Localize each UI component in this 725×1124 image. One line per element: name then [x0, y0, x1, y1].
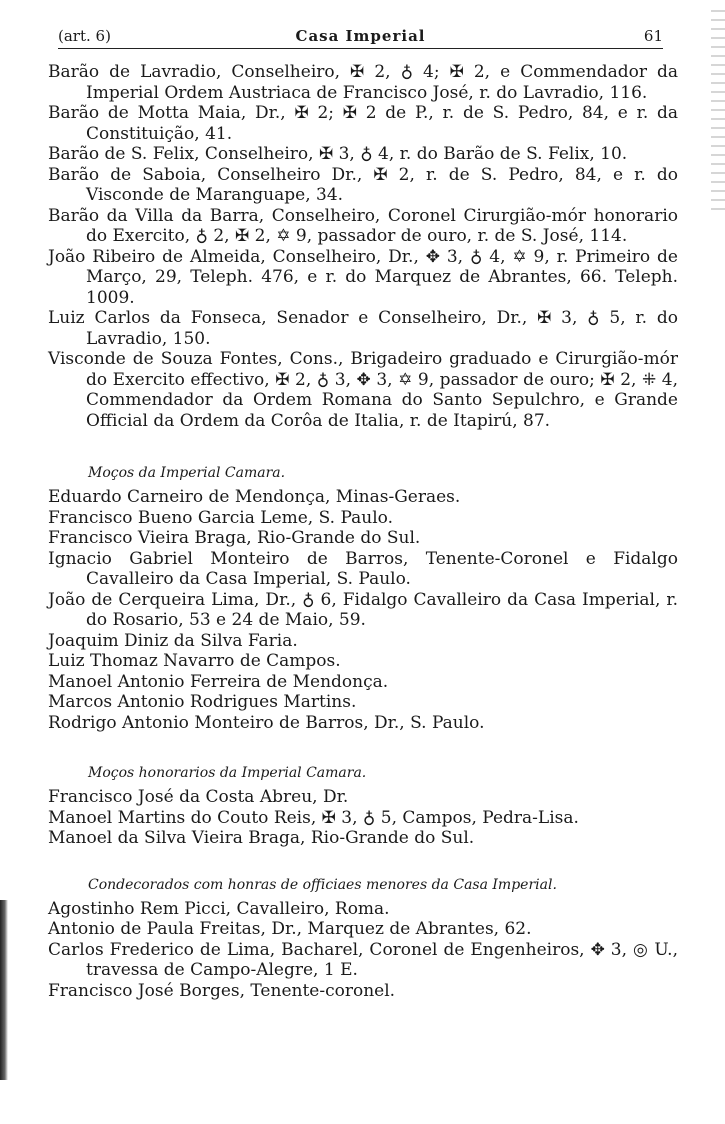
- list-item: Carlos Frederico de Lima, Bacharel, Coronel de Engenheiros, ✥ 3, ◎ U., travessa de Campo-Alegre, 1 E.: [48, 939, 678, 980]
- list-item: Marcos Antonio Rodrigues Martins.: [48, 692, 357, 712]
- header-title: Casa Imperial: [295, 27, 426, 45]
- list-item: Agostinho Rem Picci, Cavalleiro, Roma.: [48, 898, 390, 919]
- list-item: Francisco Bueno Garcia Leme, S. Paulo.: [48, 507, 393, 528]
- list-item: Luiz Carlos da Fonseca, Senador e Conselheiro, Dr., ✠ 3, ♁ 5, r. do Lavradio, 150.: [48, 308, 678, 349]
- list-item: Luiz Thomaz Navarro de Campos.: [48, 651, 341, 671]
- section-title-mocos: Moços da Imperial Camara.: [88, 465, 286, 481]
- list-item: João Ribeiro de Almeida, Conselheiro, Dr., ✥ 3, ♁ 4, ✡ 9, r. Primeiro de Março, 29, Teleph. 476, e r. do Marquez de Abrantes, 66. Teleph. 1009.: [48, 246, 678, 308]
- list-item: João de Cerqueira Lima, Dr., ♁ 6, Fidalgo Cavalleiro da Casa Imperial, r. do Rosario, 53 e 24 de Maio, 59.: [48, 589, 678, 630]
- header-article: (art. 6): [58, 27, 111, 45]
- page-number: 61: [643, 27, 663, 45]
- page-content: [48, 62, 678, 1001]
- list-item: Manoel Antonio Ferreira de Mendonça.: [48, 671, 389, 692]
- list-item: Barão de Lavradio, Conselheiro, ✠ 2, ♁ 4; ✠ 2, e Commendador da Imperial Ordem Austriaca de Francisco José, r. do Lavradio, 116.: [48, 62, 678, 103]
- list-item: Eduardo Carneiro de Mendonça, Minas-Geraes.: [48, 487, 461, 507]
- page-edge-speckle: [711, 10, 725, 210]
- list-item: Manoel Martins do Couto Reis, ✠ 3, ♁ 5, Campos, Pedra-Lisa.: [48, 807, 579, 828]
- section-title-mocos-honorarios: Moços honorarios da Imperial Camara.: [88, 765, 367, 781]
- list-item: Francisco José Borges, Tenente-coronel.: [48, 980, 396, 1001]
- list-item: Visconde de Souza Fontes, Cons., Brigadeiro graduado e Cirurgião-mór do Exercito effectivo, ✠ 2, ♁ 3, ✥ 3, ✡ 9, passador de ouro; ✠ 2, ⁜ 4, Commendador da Ordem Romana do Santo Sepulchro, e Grande Official da Ordem da Corôa de Italia, r. de Itapirú, 87.: [48, 349, 678, 431]
- list-item: Antonio de Paula Freitas, Dr., Marquez de Abrantes, 62.: [48, 919, 532, 939]
- list-item: Joaquim Diniz da Silva Faria.: [48, 630, 298, 651]
- list-item: Barão de S. Felix, Conselheiro, ✠ 3, ♁ 4, r. do Barão de S. Felix, 10.: [48, 144, 628, 164]
- list-item: Ignacio Gabriel Monteiro de Barros, Tenente-Coronel e Fidalgo Cavalleiro da Casa Imperial, S. Paulo.: [48, 548, 678, 589]
- binding-shadow: [0, 900, 8, 1080]
- section-title-condecorados: Condecorados com honras de officiaes menores da Casa Imperial.: [88, 876, 557, 893]
- list-item: Francisco José da Costa Abreu, Dr.: [48, 787, 349, 807]
- list-item: Barão de Saboia, Conselheiro Dr., ✠ 2, r. de S. Pedro, 84, e r. do Visconde de Maranguape, 34.: [48, 164, 678, 205]
- page-header: [58, 22, 663, 49]
- list-item: Manoel da Silva Vieira Braga, Rio-Grande do Sul.: [48, 828, 475, 848]
- list-item: Barão da Villa da Barra, Conselheiro, Coronel Cirurgião-mór honorario do Exercito, ♁ 2, ✠ 2, ✡ 9, passador de ouro, r. de S. José, 114.: [48, 205, 678, 246]
- list-item: Francisco Vieira Braga, Rio-Grande do Sul.: [48, 528, 421, 548]
- list-item: Rodrigo Antonio Monteiro de Barros, Dr., S. Paulo.: [48, 712, 485, 733]
- list-item: Barão de Motta Maia, Dr., ✠ 2; ✠ 2 de P., r. de S. Pedro, 84, e r. da Constituição, 41.: [48, 103, 678, 144]
